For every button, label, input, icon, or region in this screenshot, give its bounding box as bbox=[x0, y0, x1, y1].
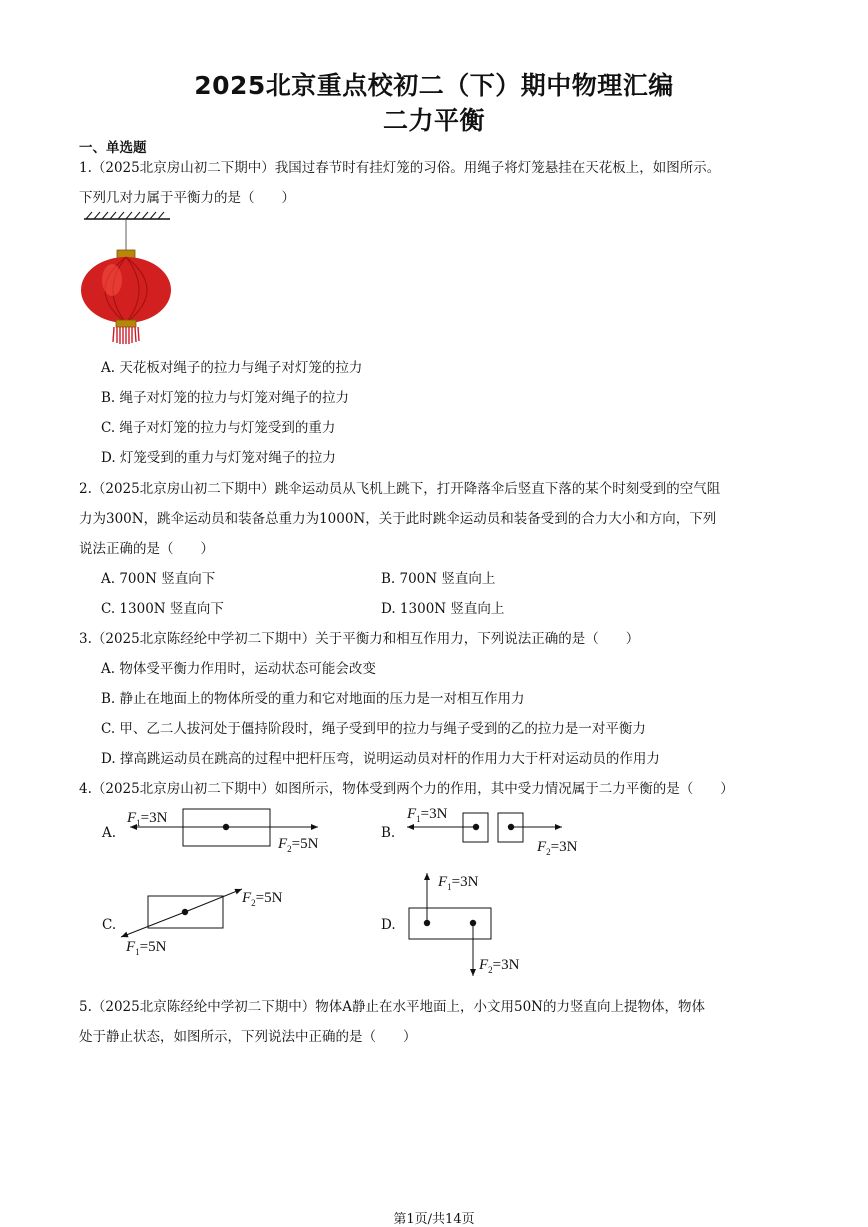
force-diagrams bbox=[96, 800, 616, 980]
page-footer: 第1页/共14页 bbox=[393, 1212, 475, 1227]
q1-option-d: D. 灯笼受到的重力与灯笼对绳子的拉力 bbox=[101, 450, 336, 466]
q4-text-line1: 4.（2025北京房山初二下期中）如图所示，物体受到两个力的作用，其中受力情况属于二力平衡的是（ ） bbox=[79, 781, 734, 797]
diagram-d-letter: D. bbox=[381, 917, 396, 933]
q3-option-b: B. 静止在地面上的物体所受的重力和它对地面的压力是一对相互作用力 bbox=[101, 691, 525, 707]
q2-option-a: A. 700N 竖直向下 bbox=[101, 571, 216, 587]
q2-text-line2: 力为300N，跳伞运动员和装备总重力为1000N，关于此时跳伞运动员和装备受到的合力大小和方向，下列 bbox=[79, 511, 717, 527]
svg-text:F1=3N: $F_1=3N$ bbox=[407, 806, 448, 824]
q2-text-line3: 说法正确的是（ ） bbox=[79, 541, 214, 557]
svg-text:F2=3N: $F_2=3N$ bbox=[537, 839, 578, 857]
q3-text-line1: 3.（2025北京陈经纶中学初二下期中）关于平衡力和相互作用力，下列说法正确的是（ ） bbox=[79, 631, 640, 647]
svg-text:F2=5N: $F_2=5N$ bbox=[278, 836, 319, 854]
section-heading: 一、单选题 bbox=[79, 140, 147, 156]
diagram-c-f1-value: =5N bbox=[139, 939, 167, 955]
q3-option-d: D. 撑高跳运动员在跳高的过程中把杆压弯，说明运动员对杆的作用力大于杆对运动员的作用力 bbox=[101, 751, 660, 767]
svg-text:F1=3N: $F_1=3N$ bbox=[127, 810, 168, 828]
diagram-c-letter: C. bbox=[102, 917, 117, 933]
q2-text-line1: 2.（2025北京房山初二下期中）跳伞运动员从飞机上跳下，打开降落伞后竖直下落的某个时刻受到的空气阻 bbox=[79, 481, 721, 497]
diagram-b-f1-value: =3N bbox=[420, 806, 448, 822]
q1-option-c: C. 绳子对灯笼的拉力与灯笼受到的重力 bbox=[101, 420, 336, 436]
lantern-figure bbox=[80, 210, 180, 345]
q3-option-a: A. 物体受平衡力作用时，运动状态可能会改变 bbox=[101, 661, 376, 677]
q5-text-line1: 5.（2025北京陈经纶中学初二下期中）物体A静止在水平地面上，小文用50N的力竖直向上提物体，物体 bbox=[79, 999, 705, 1015]
q1-option-a: A. 天花板对绳子的拉力与绳子对灯笼的拉力 bbox=[101, 360, 363, 376]
svg-text:F1=5N: $F_1=5N$ bbox=[126, 939, 167, 957]
diagram-b-f2-value: =3N bbox=[550, 839, 578, 855]
diagram-d-f2-value: =3N bbox=[492, 957, 520, 973]
page-title-line2: 二力平衡 bbox=[382, 106, 485, 135]
q5-text-line2: 处于静止状态，如图所示，下列说法中正确的是（ ） bbox=[79, 1029, 417, 1045]
q1-text-line1: 1.（2025北京房山初二下期中）我国过春节时有挂灯笼的习俗。用绳子将灯笼悬挂在天花板上，如图所示。 bbox=[79, 160, 721, 176]
diagram-c-f2-value: =5N bbox=[255, 890, 283, 906]
q2-option-c: C. 1300N 竖直向下 bbox=[101, 601, 224, 617]
q1-option-b: B. 绳子对灯笼的拉力与灯笼对绳子的拉力 bbox=[101, 390, 350, 406]
diagram-a-f2-value: =5N bbox=[291, 836, 319, 852]
svg-text:F1=3N: $F_1=3N$ bbox=[438, 874, 479, 892]
diagram-a bbox=[101, 809, 319, 854]
diagram-d-f1-value: =3N bbox=[451, 874, 479, 890]
svg-text:F2=3N: $F_2=3N$ bbox=[479, 957, 520, 975]
svg-text:F2=5N: $F_2=5N$ bbox=[242, 890, 283, 908]
diagram-a-f1-value: =3N bbox=[140, 810, 168, 826]
q2-option-d: D. 1300N 竖直向上 bbox=[381, 601, 505, 617]
page-title-line1: 2025北京重点校初二（下）期中物理汇编 bbox=[194, 71, 674, 100]
diagram-c bbox=[102, 889, 283, 957]
q1-text-line2: 下列几对力属于平衡力的是（ ） bbox=[79, 190, 295, 206]
diagram-a-letter: A. bbox=[102, 825, 117, 841]
diagram-b bbox=[381, 806, 578, 857]
diagram-b-letter: B. bbox=[381, 825, 396, 841]
q2-option-b: B. 700N 竖直向上 bbox=[381, 571, 496, 587]
diagram-d bbox=[381, 873, 520, 976]
q3-option-c: C. 甲、乙二人拔河处于僵持阶段时，绳子受到甲的拉力与绳子受到的乙的拉力是一对平衡力 bbox=[101, 721, 646, 737]
